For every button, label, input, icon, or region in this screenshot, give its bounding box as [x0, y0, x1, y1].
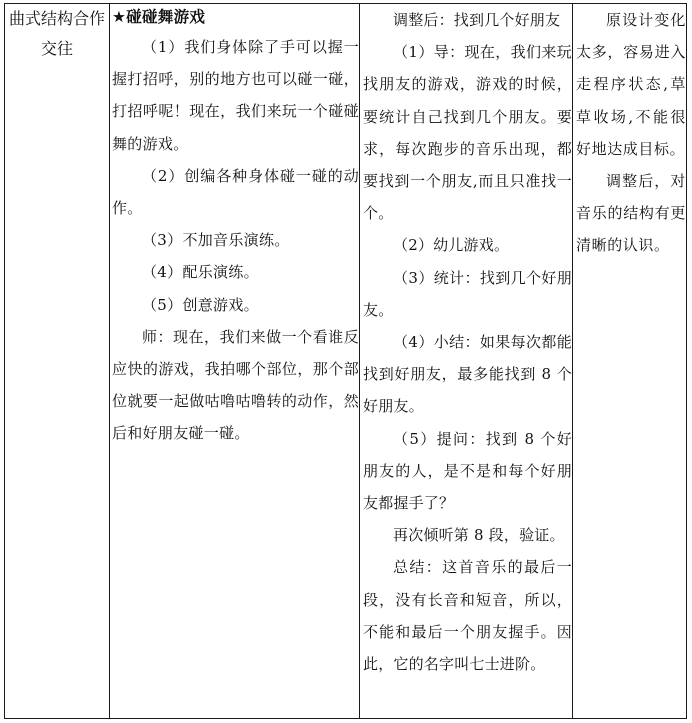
activity-paragraph: （3）不加音乐演练。	[142, 231, 290, 250]
reflection-paragraph: 调整后，对音乐的结构有更清晰的认识。	[576, 172, 686, 255]
activity-paragraph: （2）创编各种身体碰一碰的动作。	[112, 166, 359, 218]
adjustment-paragraph: 再次倾听第 8 段，验证。	[393, 526, 565, 545]
adjustment-paragraph: （5）提问：找到 8 个好朋友的人，是不是和每个好朋友都握手了？	[363, 429, 572, 513]
activity-paragraph: （5）创意游戏。	[142, 295, 259, 314]
adjustment-paragraph: （3）统计：找到几个好朋友。	[363, 268, 572, 319]
adjustment-paragraph: 调整后：找到几个好朋友	[393, 11, 561, 29]
lesson-table	[4, 3, 687, 719]
activity-paragraph: （1）我们身体除了手可以握一握打招呼，别的地方也可以碰一碰，打招呼呢！现在，我们来玩一个碰碰舞的游戏。	[112, 38, 359, 153]
row-label-cell	[5, 4, 110, 719]
table-row	[5, 4, 687, 719]
adjustment-paragraph: （2）幼儿游戏。	[393, 236, 510, 255]
reflection-paragraph: 原设计变化太多，容易进入走程序状态,草草收场,不能很好地达成目标。	[576, 11, 686, 158]
activity-paragraph: 师：现在，我们来做一个看谁反应快的游戏，我拍哪个部位，那个部位就要一起做咕噜咕噜转的动作，然后和好朋友碰一碰。	[112, 327, 359, 443]
activity-cell	[110, 4, 360, 719]
adjustment-paragraph: 总结：这首音乐的最后一段，没有长音和短音，所以，不能和最后一个朋友握手。因此，它的名字叫七士进阶。	[363, 558, 572, 674]
adjustment-cell	[360, 4, 573, 719]
activity-title: ★碰碰舞游戏	[112, 8, 206, 26]
adjustment-paragraph: （1）导：现在，我们来玩找朋友的游戏，游戏的时候，要统计自己找到几个朋友。要求，每次跑步的音乐出现，都要找到一个朋友,而且只准找一个。	[363, 43, 572, 223]
row-label: 曲式结构合作交往	[9, 9, 106, 58]
reflection-cell	[573, 4, 687, 719]
activity-paragraph: （4）配乐演练。	[142, 263, 259, 282]
adjustment-paragraph: （4）小结：如果每次都能找到好朋友，最多能找到 8 个好朋友。	[363, 333, 572, 416]
